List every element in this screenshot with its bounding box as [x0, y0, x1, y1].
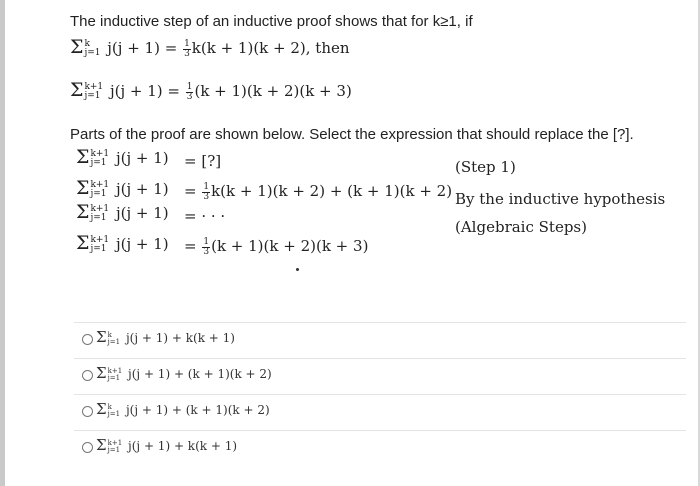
- sum-lower-limit: j=1: [90, 213, 107, 223]
- sigma-symbol: Σ: [76, 146, 90, 168]
- stray-dot: [296, 268, 299, 271]
- step-label-3: (Algebraic Steps): [455, 218, 587, 236]
- proof-lhs: j(j + 1): [115, 204, 169, 222]
- sum-upper-limit: k+1: [107, 438, 123, 447]
- proof-row-3-rhs: = · · ·: [184, 207, 226, 225]
- sigma-symbol: Σ: [70, 36, 84, 58]
- given-lhs: j(j + 1) =: [107, 39, 178, 57]
- sum-lower-limit: j=1: [84, 91, 101, 101]
- proof-rhs: k(k + 1)(k + 2) + (k + 1)(k + 2): [211, 182, 453, 200]
- frac-numerator: 1: [203, 181, 210, 192]
- proof-row-1: [76, 146, 169, 168]
- sum-upper-limit: k+1: [90, 149, 110, 159]
- frac-numerator: 1: [186, 81, 193, 92]
- step-label-1: (Step 1): [455, 158, 516, 176]
- sum-lower-limit: j=1: [90, 189, 107, 199]
- sigma-symbol: Σ: [70, 79, 84, 101]
- sigma-symbol: Σ: [96, 436, 107, 454]
- equals-sign: =: [184, 237, 197, 255]
- option-expression: j(j + 1) + k(k + 1): [125, 331, 235, 345]
- proof-lhs: j(j + 1): [115, 235, 169, 253]
- sum-lower-limit: j=1: [84, 48, 101, 58]
- option-1[interactable]: [74, 322, 686, 355]
- proof-lhs: j(j + 1): [115, 180, 169, 198]
- sigma-symbol: Σ: [76, 177, 90, 199]
- proof-row-3: [76, 201, 169, 223]
- sum-upper-limit: k: [107, 330, 112, 339]
- radio-button[interactable]: [82, 334, 93, 345]
- sum-lower-limit: j=1: [90, 158, 107, 168]
- question-intro: The inductive step of an inductive proof shows that for k≥1, if: [70, 13, 473, 30]
- frac-denominator: 3: [203, 191, 210, 202]
- sum-lower-limit: j=1: [107, 409, 121, 418]
- sigma-symbol: Σ: [96, 364, 107, 382]
- sum-lower-limit: j=1: [107, 445, 121, 454]
- sum-upper-limit: k+1: [90, 235, 110, 245]
- frac-denominator: 3: [186, 91, 193, 102]
- sum-upper-limit: k: [84, 39, 90, 49]
- target-equation: [70, 79, 352, 102]
- sum-upper-limit: k+1: [90, 204, 110, 214]
- sum-lower-limit: j=1: [107, 373, 121, 382]
- sum-upper-limit: k+1: [90, 180, 110, 190]
- sum-upper-limit: k+1: [84, 82, 104, 92]
- option-expression: j(j + 1) + (k + 1)(k + 2): [125, 403, 270, 417]
- radio-button[interactable]: [82, 442, 93, 453]
- sigma-symbol: Σ: [96, 400, 107, 418]
- left-edge-shadow: [0, 0, 5, 486]
- given-rhs: k(k + 1)(k + 2), then: [191, 39, 350, 57]
- option-4[interactable]: [74, 430, 686, 463]
- radio-button[interactable]: [82, 406, 93, 417]
- radio-button[interactable]: [82, 370, 93, 381]
- given-equation: [70, 36, 350, 59]
- sum-lower-limit: j=1: [107, 337, 121, 346]
- option-expression: j(j + 1) + k(k + 1): [128, 439, 238, 453]
- proof-row-2: [76, 177, 169, 199]
- question-prompt: Parts of the proof are shown below. Select the expression that should replace the [?].: [70, 126, 634, 143]
- proof-row-1-rhs: = [?]: [184, 152, 222, 170]
- frac-numerator: 1: [184, 38, 190, 49]
- sigma-symbol: Σ: [76, 201, 90, 223]
- frac-denominator: 3: [184, 48, 190, 59]
- sum-upper-limit: k: [107, 402, 112, 411]
- option-3[interactable]: [74, 394, 686, 427]
- proof-row-2-rhs: [184, 182, 452, 202]
- proof-row-4-rhs: [184, 237, 368, 257]
- equals-sign: =: [184, 182, 197, 200]
- option-2[interactable]: [74, 358, 686, 391]
- target-lhs: j(j + 1) =: [109, 82, 180, 100]
- sum-lower-limit: j=1: [90, 244, 107, 254]
- proof-row-4: [76, 232, 169, 254]
- proof-lhs: j(j + 1): [115, 149, 169, 167]
- frac-denominator: 3: [203, 246, 210, 257]
- sum-upper-limit: k+1: [107, 366, 123, 375]
- sigma-symbol: Σ: [76, 232, 90, 254]
- target-rhs: (k + 1)(k + 2)(k + 3): [194, 82, 352, 100]
- sigma-symbol: Σ: [96, 328, 107, 346]
- frac-numerator: 1: [203, 236, 210, 247]
- option-expression: j(j + 1) + (k + 1)(k + 2): [128, 367, 272, 381]
- step-label-2: By the inductive hypothesis: [455, 190, 666, 208]
- proof-rhs: (k + 1)(k + 2)(k + 3): [211, 237, 369, 255]
